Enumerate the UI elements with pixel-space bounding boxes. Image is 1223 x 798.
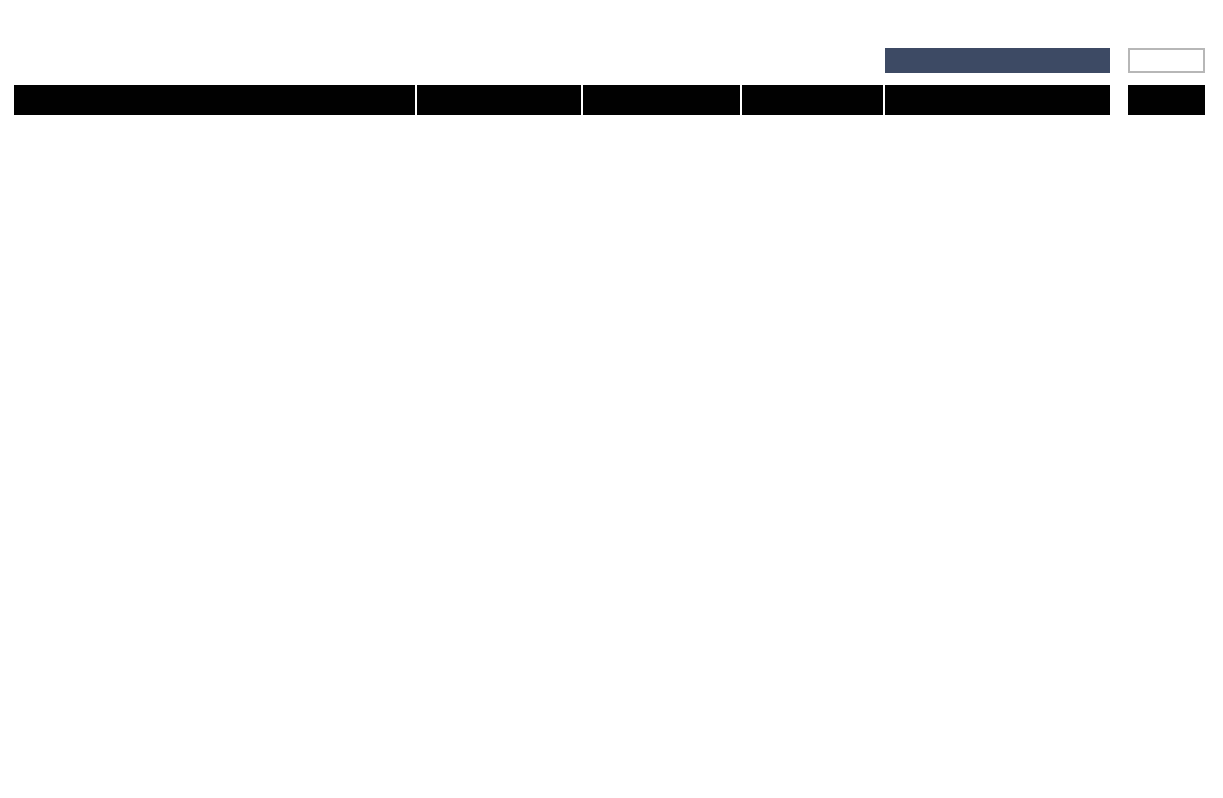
- column-header-task-description: [14, 85, 415, 115]
- column-header-date-due: [583, 85, 740, 115]
- column-header-category: [417, 85, 581, 115]
- status-menu-header: [1128, 85, 1205, 115]
- column-header-status: [742, 85, 883, 115]
- week-start-date-cell[interactable]: [1128, 48, 1205, 73]
- column-header-notes: [885, 85, 1110, 115]
- week-start-date-label: [885, 48, 1110, 73]
